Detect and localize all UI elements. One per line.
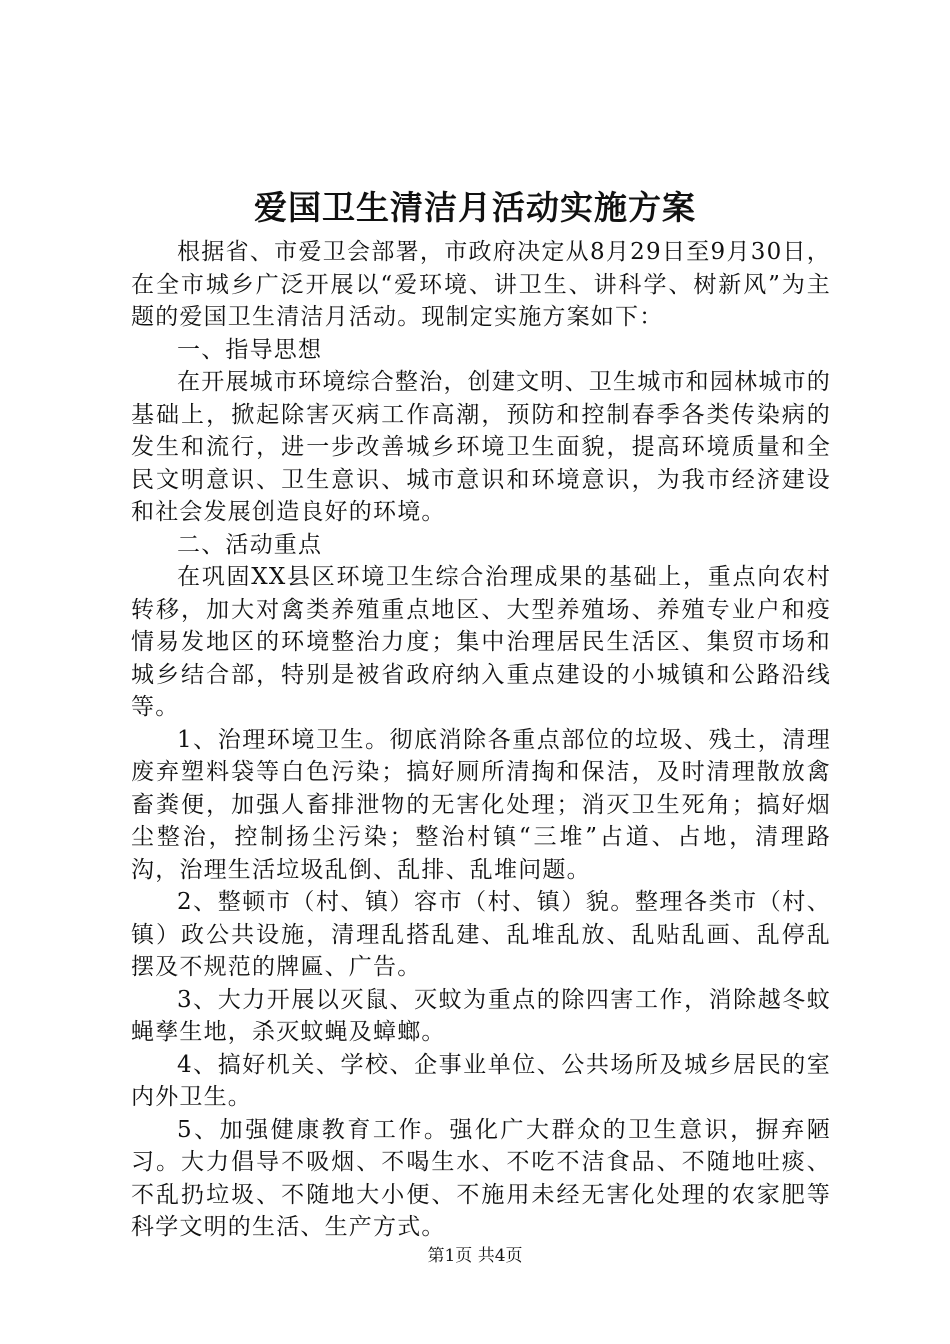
- list-item-town-appearance: 2、整顿市（村、镇）容市（村、镇）貌。整理各类市（村、镇）政公共设施，清理乱搭乱建、乱堆乱放、乱贴乱画、乱停乱摆及不规范的牌匾、广告。: [131, 889, 831, 980]
- paragraph-activity-focus: 在巩固XX县区环境卫生综合治理成果的基础上，重点向农村转移，加大对禽类养殖重点地区、大型养殖场、养殖专业户和疫情易发地区的环境整治力度；集中治理居民生活区、集贸市场和城乡结合部，特别是被省政府纳入重点建设的小城镇和公路沿线等。: [131, 564, 831, 720]
- page-number: 第1页 共4页: [427, 1246, 523, 1266]
- document-title: 爱国卫生清洁月活动实施方案: [254, 188, 696, 227]
- document-body: [131, 236, 831, 1244]
- list-item-indoor-outdoor: 4、搞好机关、学校、企事业单位、公共场所及城乡居民的室内外卫生。: [131, 1051, 831, 1110]
- list-item-environment: 1、治理环境卫生。彻底消除各重点部位的垃圾、残土，清理废弃塑料袋等白色污染；搞好厕所清掏和保洁，及时清理散放禽畜粪便，加强人畜排泄物的无害化处理；消灭卫生死角；搞好烟尘整治，控制扬尘污染；整治村镇“三堆”占道、占地，清理路沟，治理生活垃圾乱倒、乱排、乱堆问题。: [131, 726, 831, 883]
- list-item-health-education: 5、加强健康教育工作。强化广大群众的卫生意识，摒弃陋习。大力倡导不吸烟、不喝生水、不吃不洁食品、不随地吐痰、不乱扔垃圾、不随地大小便、不施用未经无害化处理的农家肥等科学文明的生活、生产方式。: [131, 1116, 831, 1240]
- paragraph-guiding-thought: 在开展城市环境综合整治，创建文明、卫生城市和园林城市的基础上，掀起除害灭病工作高潮，预防和控制春季各类传染病的发生和流行，进一步改善城乡环境卫生面貌，提高环境质量和全民文明意识、卫生意识、城市意识和环境意识，为我市经济建设和社会发展创造良好的环境。: [131, 369, 831, 525]
- section-heading-guiding-thought: 一、指导思想: [177, 336, 323, 363]
- paragraph-intro: 根据省、市爱卫会部署，市政府决定从8月29日至9月30日，在全市城乡广泛开展以“爱环境、讲卫生、讲科学、树新风”为主题的爱国卫生清洁月活动。现制定实施方案如下：: [131, 239, 831, 330]
- list-item-pest-control: 3、大力开展以灭鼠、灭蚊为重点的除四害工作，消除越冬蚊蝇孳生地，杀灭蚊蝇及蟑螂。: [131, 986, 831, 1045]
- section-heading-activity-focus: 二、活动重点: [177, 531, 323, 558]
